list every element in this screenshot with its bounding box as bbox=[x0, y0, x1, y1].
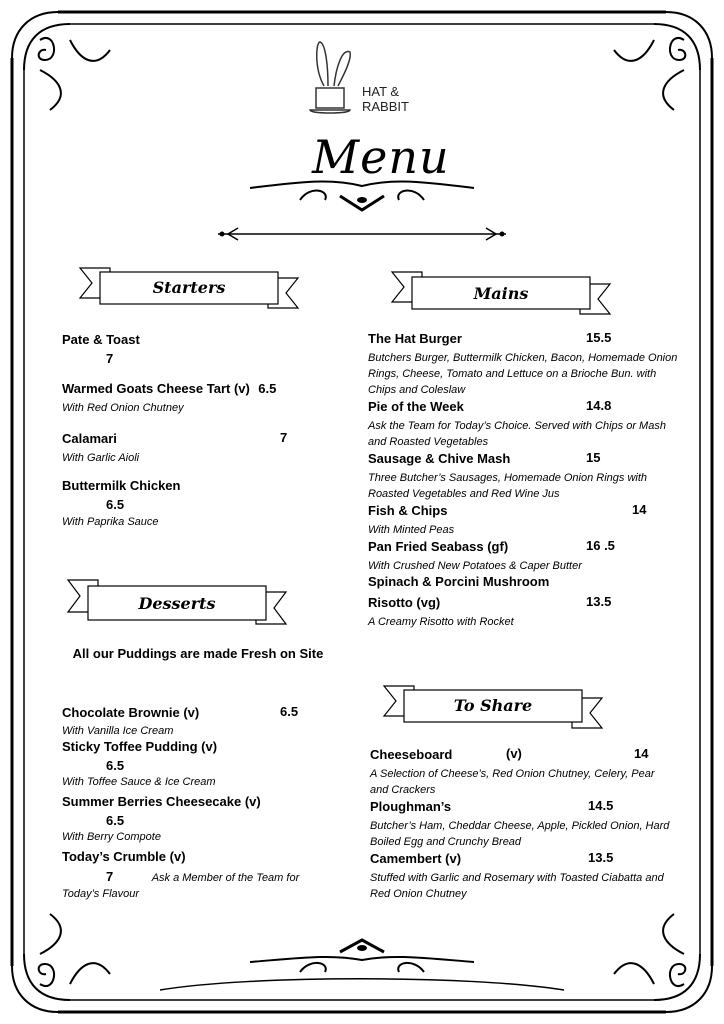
item-name: Warmed Goats Cheese Tart (v) bbox=[62, 381, 250, 396]
item-price: 14 bbox=[632, 502, 647, 517]
item-price: 14.8 bbox=[586, 398, 612, 413]
item-name: Today’s Crumble (v) bbox=[62, 849, 186, 864]
item-name: Spinach & Porcini Mushroom bbox=[368, 574, 550, 589]
item-price: 7 bbox=[106, 869, 114, 884]
item-tag: (v) bbox=[506, 746, 522, 761]
list-item bbox=[370, 850, 670, 902]
item-name: Ploughman’s bbox=[370, 799, 452, 814]
item-name: Pan Fried Seabass (gf) bbox=[368, 539, 509, 554]
item-price: 15.5 bbox=[586, 330, 612, 345]
item-name: Summer Berries Cheesecake (v) bbox=[62, 794, 261, 809]
item-name: Chocolate Brownie (v) bbox=[62, 705, 200, 720]
item-name: Buttermilk Chicken bbox=[62, 478, 181, 493]
list-item bbox=[62, 478, 312, 530]
item-price: 6.5 bbox=[106, 813, 125, 828]
logo-line-1: HAT & bbox=[362, 84, 400, 99]
item-description: With Toffee Sauce & Ice Cream bbox=[62, 776, 216, 788]
item-name: Pie of the Week bbox=[368, 399, 464, 414]
list-item bbox=[62, 794, 332, 845]
item-name: Pate & Toast bbox=[62, 332, 140, 347]
item-price: 7 bbox=[280, 430, 288, 445]
banner-starters bbox=[78, 262, 300, 314]
item-description: Butchers Burger, Buttermilk Chicken, Bacon, Homemade Onion Rings, Cheese, Tomato and Lettuce on a Brioche Bun. with Chips and Coleslaw bbox=[368, 352, 678, 396]
item-description: With Paprika Sauce bbox=[62, 516, 159, 528]
item-price: 6.5 bbox=[106, 758, 125, 773]
item-description: Butcher’s Ham, Cheddar Cheese, Apple, Pickled Onion, Hard Boiled Egg and Crunchy Bread bbox=[370, 820, 670, 848]
item-description: With Berry Compote bbox=[62, 831, 161, 843]
logo bbox=[306, 38, 416, 118]
item-description: With Garlic Aioli bbox=[62, 452, 140, 464]
banner-to-share bbox=[382, 684, 604, 736]
item-name: Fish & Chips bbox=[368, 503, 448, 518]
item-description: Stuffed with Garlic and Rosemary with Toasted Ciabatta and Red Onion Chutney bbox=[370, 872, 664, 900]
list-item bbox=[368, 574, 678, 630]
banner-desserts bbox=[66, 576, 288, 630]
logo-text bbox=[362, 84, 409, 114]
item-name-continued: Risotto (vg) bbox=[368, 595, 441, 610]
item-price: 6.5 bbox=[258, 381, 277, 396]
item-name: Cheeseboard bbox=[370, 747, 453, 762]
item-description: Ask a Member of the Team for bbox=[151, 872, 300, 884]
list-item bbox=[62, 739, 332, 790]
banner-mains bbox=[390, 268, 612, 320]
item-description: With Crushed New Potatoes & Caper Butter bbox=[368, 560, 582, 572]
item-description: With Red Onion Chutney bbox=[62, 402, 184, 414]
list-item bbox=[368, 538, 678, 574]
item-description: A Creamy Risotto with Rocket bbox=[368, 616, 514, 628]
item-description: With Minted Peas bbox=[368, 524, 455, 536]
item-name: Camembert (v) bbox=[370, 851, 462, 866]
item-name: The Hat Burger bbox=[368, 331, 462, 346]
list-item bbox=[368, 330, 678, 398]
section-heading-mains: Mains bbox=[473, 284, 529, 303]
item-name: Sticky Toffee Pudding (v) bbox=[62, 739, 218, 754]
list-item bbox=[368, 502, 678, 538]
item-price: 13.5 bbox=[588, 850, 614, 865]
list-item bbox=[62, 332, 140, 366]
item-price: 14 bbox=[634, 746, 649, 761]
item-name: Sausage & Chive Mash bbox=[368, 451, 511, 466]
list-item bbox=[368, 450, 678, 502]
item-description-continued: Today’s Flavour bbox=[62, 888, 140, 900]
item-description: Three Butcher’s Sausages, Homemade Onion Rings with Roasted Vegetables and Red Wine Jus bbox=[368, 472, 648, 500]
item-description: With Vanilla Ice Cream bbox=[62, 725, 174, 737]
list-item bbox=[370, 798, 670, 850]
list-item bbox=[62, 704, 332, 739]
item-name: Calamari bbox=[62, 431, 117, 446]
item-price: 7 bbox=[106, 351, 114, 366]
list-item bbox=[368, 398, 678, 450]
list-item bbox=[62, 849, 332, 902]
desserts-notice: All our Puddings are made Fresh on Site bbox=[72, 646, 324, 661]
section-heading-to-share: To Share bbox=[453, 696, 533, 715]
section-heading-desserts: Desserts bbox=[138, 594, 216, 613]
item-price: 6.5 bbox=[280, 704, 299, 719]
item-price: 6.5 bbox=[106, 497, 125, 512]
item-description: A Selection of Cheese’s, Red Onion Chutney, Celery, Pear and Crackers bbox=[370, 768, 655, 796]
item-price: 14.5 bbox=[588, 798, 614, 813]
logo-line-2: RABBIT bbox=[362, 99, 409, 114]
list-item bbox=[62, 380, 312, 416]
list-item bbox=[370, 746, 670, 798]
section-heading-starters: Starters bbox=[152, 278, 226, 297]
list-item bbox=[62, 430, 312, 466]
top-hat-rabbit-ears-icon bbox=[306, 38, 356, 118]
item-description: Ask the Team for Today’s Choice. Served with Chips or Mash and Roasted Vegetables bbox=[368, 420, 666, 448]
item-price: 16 .5 bbox=[586, 538, 615, 553]
page-title: Menu bbox=[312, 130, 450, 184]
item-price: 13.5 bbox=[586, 594, 612, 609]
item-price: 15 bbox=[586, 450, 601, 465]
